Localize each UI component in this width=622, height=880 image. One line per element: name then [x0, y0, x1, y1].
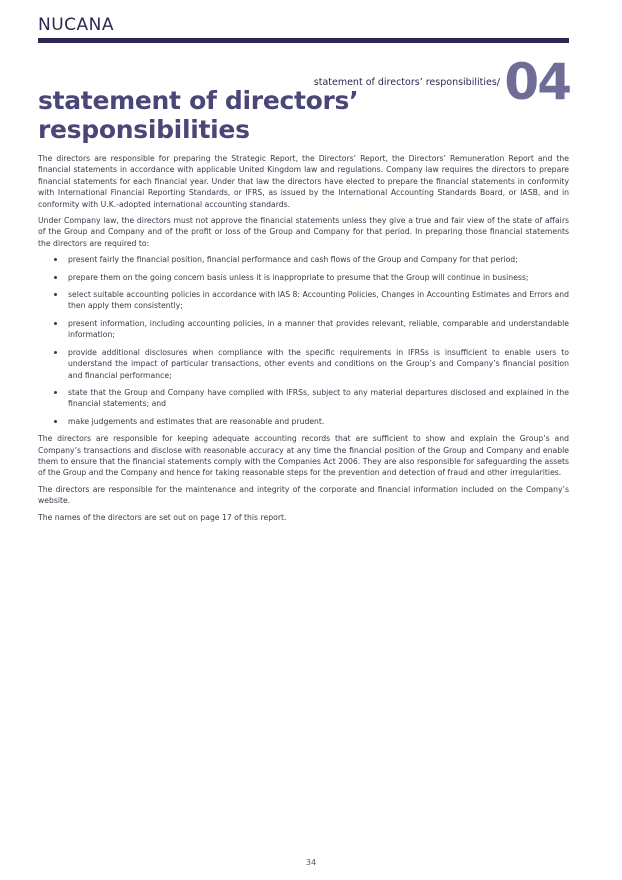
page-title: statement of directors’ responsibilities: [38, 86, 359, 144]
records-paragraph: The directors are responsible for keeping adequate accounting records that are sufficient to show and explain the Group’s and Company’s transactions and disclose with reasonable accuracy at any time the financial position of the Group and Company and enable them to ensure that the financial statements comply with the Companies Act 2006. They are also responsible for safeguarding the assets of the Group and the Company and hence for taking reasonable steps for the prevention and detection of fraud and other irregularities.: [38, 434, 569, 478]
website-paragraph: The directors are responsible for the maintenance and integrity of the corporate and financial information included on the Company’s website.: [38, 484, 569, 506]
list-item: present information, including accounting policies, in a manner that provides relevant, reliable, comparable and understandable information;: [68, 318, 569, 340]
list-item: make judgements and estimates that are reasonable and prudent.: [68, 416, 569, 427]
header-rule: [38, 38, 569, 43]
list-item: provide additional disclosures when compliance with the specific requirements in IFRSs is insufficient to enable users to understand the impact of particular transactions, other events and conditions on the Group’s and Company’s financial position and financial performance;: [68, 347, 569, 380]
intro-paragraph: The directors are responsible for preparing the Strategic Report, the Directors’ Report, the Directors’ Remuneration Report and the financial statements in accordance with applicable United Kingdom law and regulations. Company law requires the directors to prepare financial statements for each financial year. Under that law the directors have elected to prepare the financial statements in conformity with International Financial Reporting Standards, or IFRS, as issued by the International Accounting Standards Board, or IASB, and in conformity with U.K.-adopted international accounting standards.: [38, 154, 569, 209]
list-item: state that the Group and Company have complied with IFRSs, subject to any material departures disclosed and explained in the financial statements; and: [68, 387, 569, 409]
document-body: [38, 153, 569, 528]
company-logo: NUCANA: [38, 15, 115, 35]
section-label: statement of directors’ responsibilities/: [313, 77, 500, 88]
directors-names-paragraph: The names of the directors are set out on page 17 of this report.: [38, 512, 287, 522]
list-item: present fairly the financial position, financial performance and cash flows of the Group and Company for that period;: [68, 254, 569, 265]
section-number: 04: [504, 53, 570, 111]
requirements-list: [38, 254, 569, 427]
requirements-paragraph: Under Company law, the directors must not approve the financial statements unless they give a true and fair view of the state of affairs of the Group and Company and of the profit or loss of the Group and Company for that period. In preparing those financial statements the directors are required to:: [38, 216, 569, 248]
list-item: select suitable accounting policies in accordance with IAS 8: Accounting Policies, Changes in Accounting Estimates and Errors and then apply them consistently;: [68, 290, 569, 311]
list-item: prepare them on the going concern basis unless it is inappropriate to presume that the Group will continue in business;: [68, 272, 569, 283]
page-number: 34: [305, 858, 317, 867]
